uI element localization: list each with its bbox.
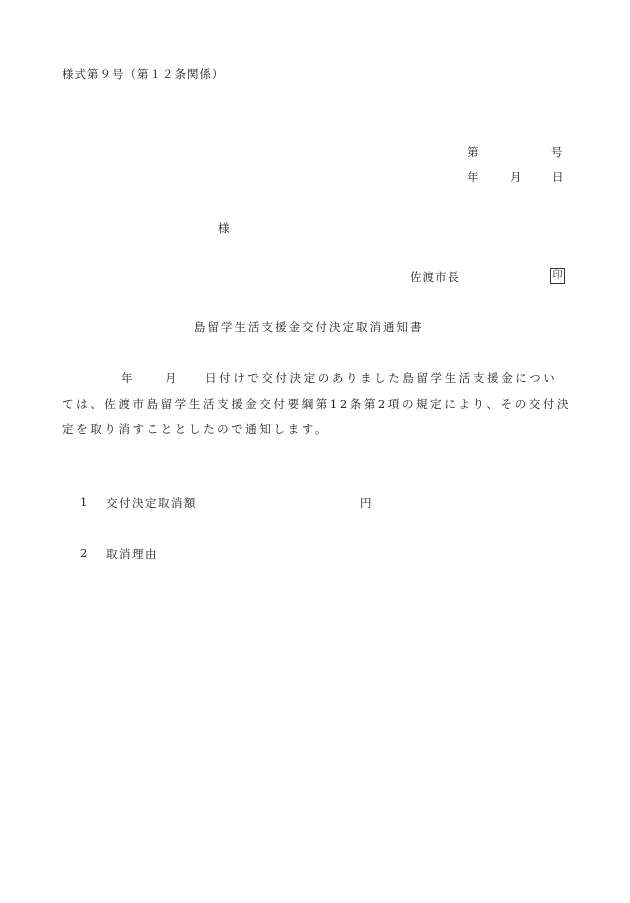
item-1-label: 交付決定取消額 [106, 496, 197, 510]
body-year-label: 年 [121, 371, 133, 385]
seal-mark: 印 [550, 268, 565, 284]
reference-number-suffix: 号 [551, 145, 563, 159]
body-month-label: 月 [165, 371, 177, 385]
item-2-number: 2 [80, 546, 88, 560]
reference-number-prefix: 第 [467, 145, 479, 159]
form-number-label: 様式第９号（第１２条関係） [62, 67, 225, 81]
sender-title: 佐渡市長 [410, 270, 460, 284]
date-day-label: 日 [552, 170, 564, 184]
date-year-label: 年 [467, 170, 479, 184]
body-text-line-3: 定を取り消すこととしたので通知します。 [62, 422, 329, 436]
document-title: 島留学生活支援金交付決定取消通知書 [194, 320, 424, 334]
body-text-line-1: 日付けで交付決定のありました島留学生活支援金につい [205, 371, 558, 385]
addressee-honorific: 様 [218, 221, 230, 235]
body-text-line-2: ては、佐渡市島留学生活支援金交付要綱第12条第2項の規定により、その交付決 [62, 397, 572, 411]
item-2-label: 取消理由 [106, 547, 158, 561]
date-month-label: 月 [510, 170, 522, 184]
item-1-unit: 円 [360, 496, 372, 510]
item-1-number: 1 [80, 495, 88, 509]
